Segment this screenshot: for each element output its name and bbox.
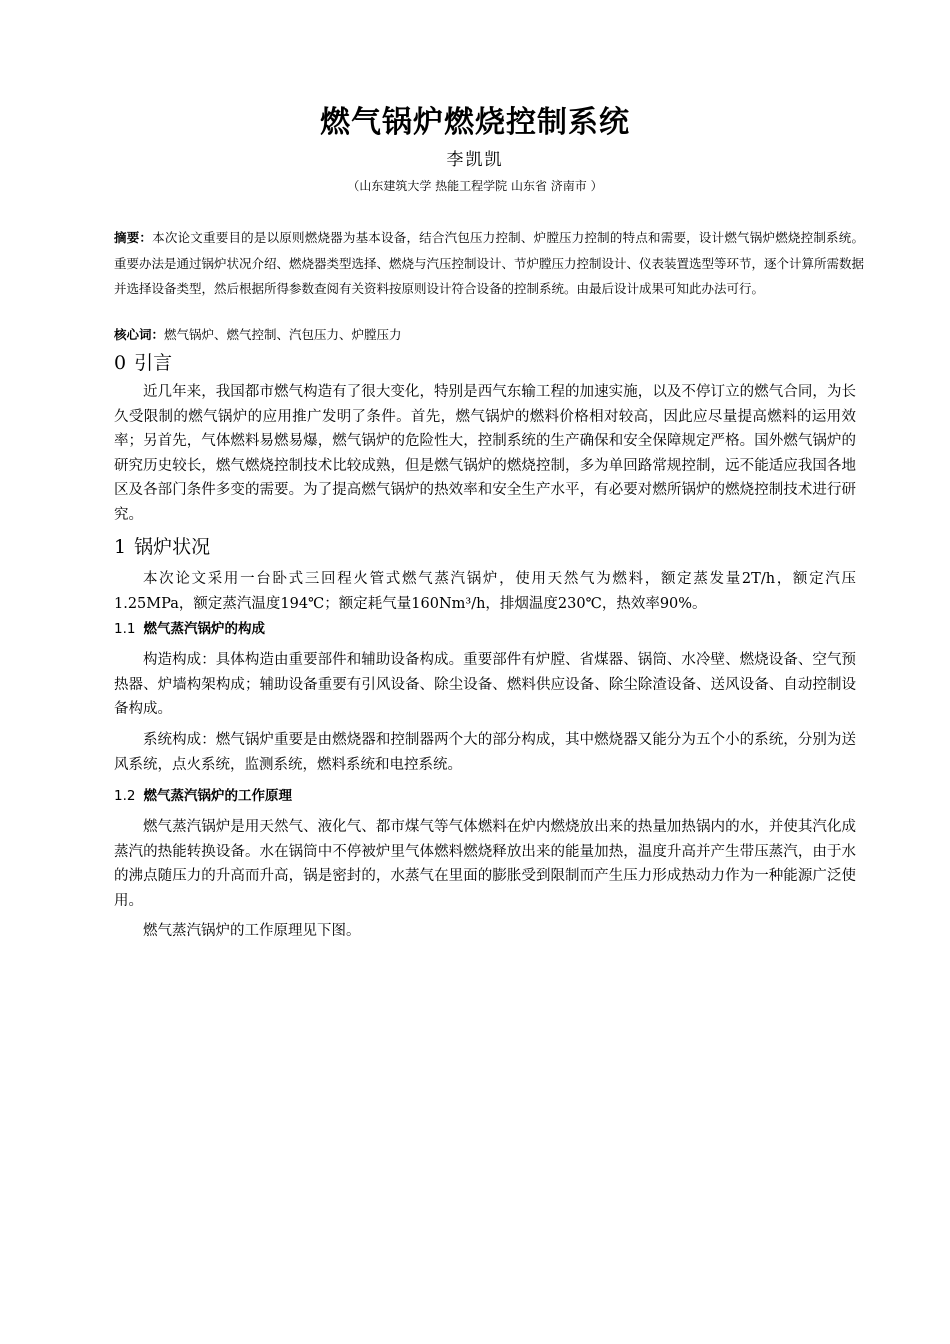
paragraph-structure-composition: 构造构成：具体构造由重要部件和辅助设备构成。重要部件有炉膛、省煤器、锅筒、水冷壁、燃烧设备、空气预热器、炉墙构架构成；辅助设备重要有引风设备、除尘设备、燃料供应设备、除尘除渣设备、送风设备、自动控制设备构成。 [114,652,856,717]
author-affiliation: （山东建筑大学 热能工程学院 山东省 济南市 ） [347,179,603,193]
paragraph-figure-reference: 燃气蒸汽锅炉的工作原理见下图。 [143,923,361,939]
subsection-title: 燃气蒸汽锅炉的工作原理 [143,788,292,804]
subsection-number: 1.2 [114,788,136,804]
author-name: 李凯凯 [446,150,504,170]
keywords-text: 燃气锅炉、燃气控制、汽包压力、炉膛压力 [164,327,402,342]
subsection-number: 1.1 [114,621,136,637]
paragraph-system-composition: 系统构成：燃气锅炉重要是由燃烧器和控制器两个大的部分构成，其中燃烧器又能分为五个小的系统，分别为送风系统，点火系统，监测系统，燃料系统和电控系统。 [114,732,856,773]
subsection-title: 燃气蒸汽锅炉的构成 [143,621,265,637]
section-number: 0 [114,352,127,374]
keywords-label: 核心词： [114,327,165,342]
section-heading-intro [114,350,172,376]
abstract-label: 摘要： [114,230,153,245]
subsection-heading-1-2 [114,786,292,806]
paragraph-boiler-status: 本次论文采用一台卧式三回程火管式燃气蒸汽锅炉，使用天然气为燃料，额定蒸发量2T/h，额定汽压1.25MPa，额定蒸汽温度194℃；额定耗气量160Nm³/h，排烟温度230℃，热效率90%。 [114,571,856,612]
section-number: 1 [114,536,127,558]
section-title: 锅炉状况 [134,536,211,558]
subsection-heading-1-1 [114,619,265,639]
section-title: 引言 [134,352,173,374]
document-title: 燃气锅炉燃烧控制系统 [320,105,630,140]
abstract [114,225,864,302]
paragraph-intro: 近几年来，我国都市燃气构造有了很大变化，特别是西气东输工程的加速实施，以及不停订立的燃气合同，为长久受限制的燃气锅炉的应用推广发明了条件。首先，燃气锅炉的燃料价格相对较高，因此应尽量提高燃料的运用效率；另首先，气体燃料易燃易爆，燃气锅炉的危险性大，控制系统的生产确保和安全保障规定严格。国外燃气锅炉的研究历史较长，燃气燃烧控制技术比较成熟，但是燃气锅炉的燃烧控制，多为单回路常规控制，远不能适应我国各地区及各部门条件多变的需要。为了提高燃气锅炉的热效率和安全生产水平，有必要对燃所锅炉的燃烧控制技术进行研究。 [114,384,856,523]
section-heading-boiler-status [114,534,210,560]
keywords [114,324,864,346]
abstract-text: 本次论文重要目的是以原则燃烧器为基本设备，结合汽包压力控制、炉膛压力控制的特点和需要，设计燃气锅炉燃烧控制系统。重要办法是通过锅炉状况介绍、燃烧器类型选择、燃烧与汽压控制设计、节炉膛压力控制设计、仪表装置选型等环节，逐个计算所需数据并选择设备类型，然后根据所得参数查阅有关资料按原则设计符合设备的控制系统。由最后设计成果可知此办法可行。 [114,230,865,296]
paragraph-working-principle: 燃气蒸汽锅炉是用天然气、液化气、都市煤气等气体燃料在炉内燃烧放出来的热量加热锅内的水，并使其汽化成蒸汽的热能转换设备。水在锅筒中不停被炉里气体燃料燃烧释放出来的能量加热，温度升高并产生带压蒸汽，由于水的沸点随压力的升高而升高，锅是密封的，水蒸气在里面的膨胀受到限制而产生压力形成热动力作为一种能源广泛使用。 [114,819,856,909]
